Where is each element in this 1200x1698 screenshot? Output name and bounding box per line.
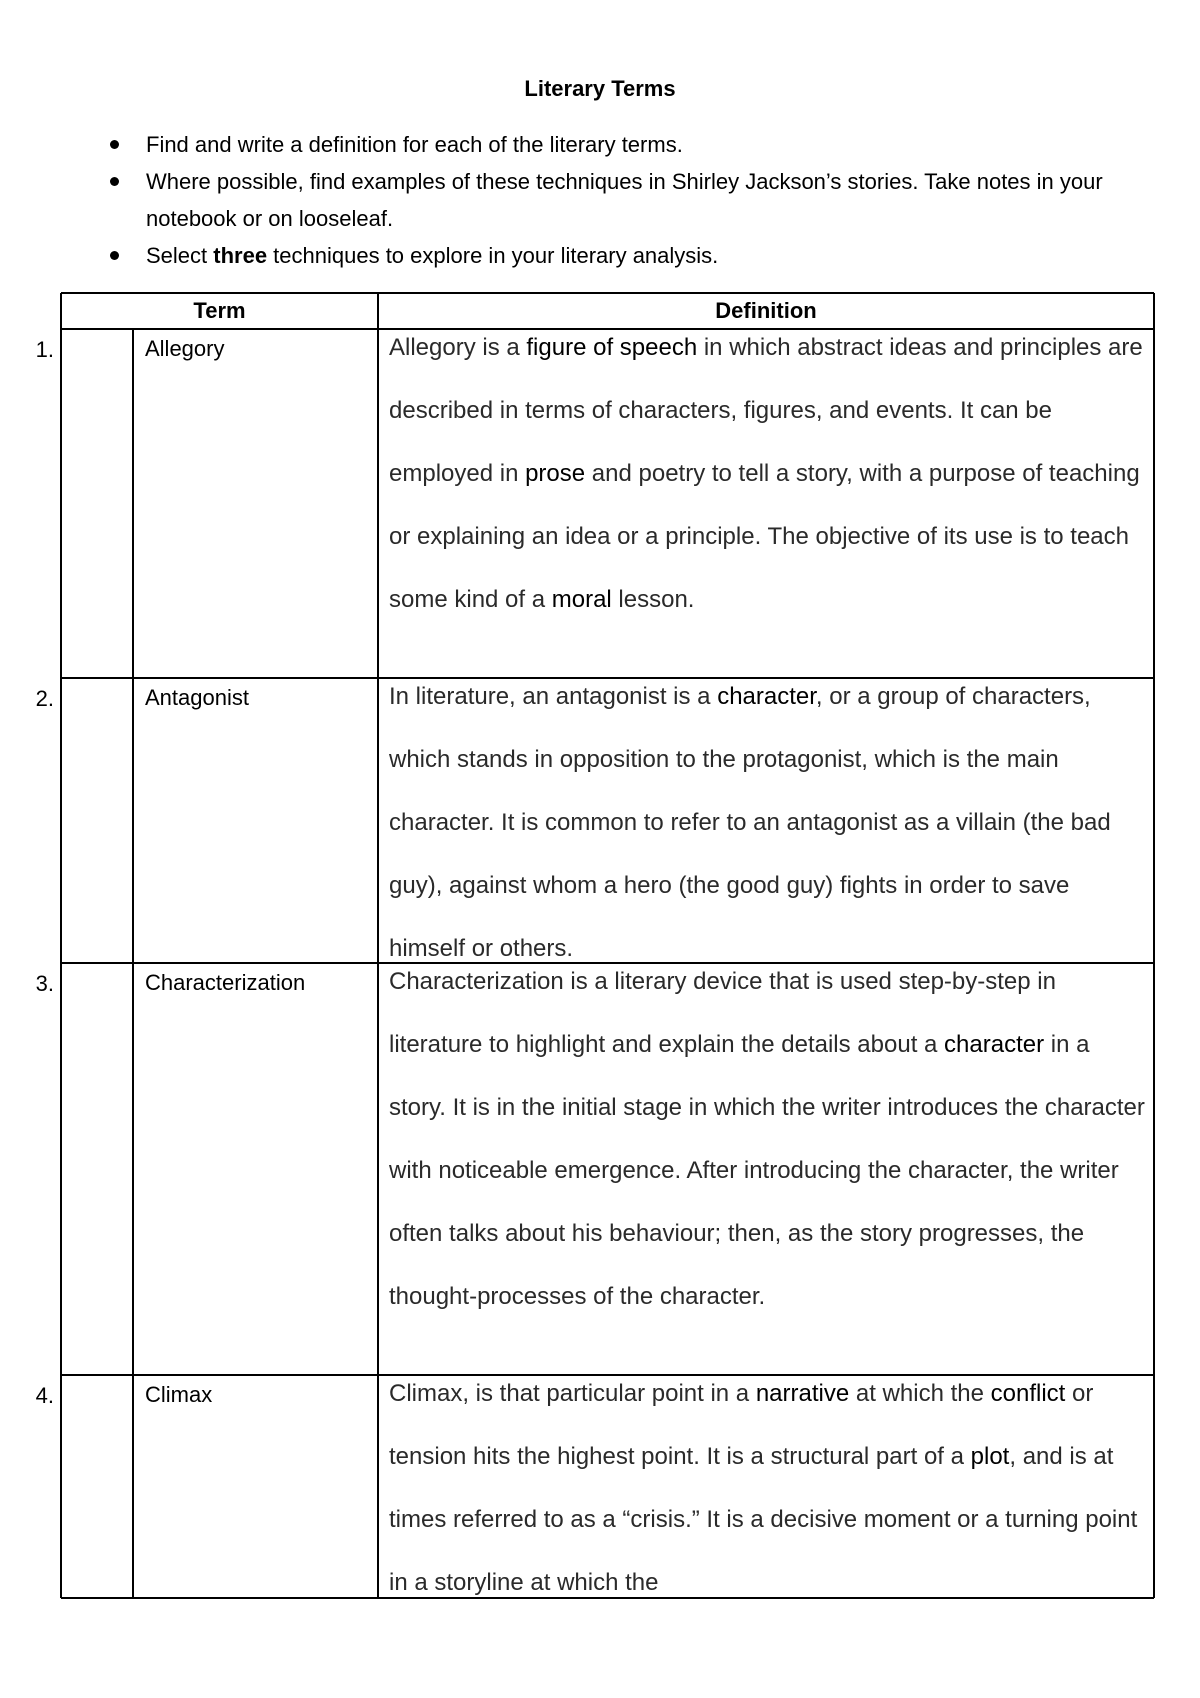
keyword: plot <box>970 1443 1010 1470</box>
term-cell: Characterization <box>145 970 306 995</box>
instruction-text-post: techniques to explore in your literary analysis. <box>267 243 719 268</box>
keyword: figure of speech <box>526 334 698 361</box>
term-cell: Climax <box>145 1382 213 1407</box>
term-column-header: Term <box>193 298 246 323</box>
row-number: 1. <box>35 337 54 362</box>
term-cell: Antagonist <box>145 685 249 710</box>
page-title: Literary Terms <box>524 76 676 101</box>
definition-cell: Climax, is that particular point in a narrative at which the conflict or tension hits the highest point. It is a structural part of a plot, and is at times referred to as a “crisis.” It is a decisive moment or a turning point in a storyline at which the <box>389 1380 1138 1596</box>
definition-column-header: Definition <box>715 298 817 323</box>
definition-cell: Characterization is a literary device that is used step-by-step in literature to highlight and explain the details about a character in a story. It is in the initial stage in which the writer introduces the character with noticeable emergence. After introducing the character, the writer often talks about his behaviour; then, as the story progresses, the thought-processes of the character. <box>389 968 1145 1310</box>
instruction-text: Where possible, find examples of these techniques in Shirley Jackson’s stories. Take notes in your notebook or on looseleaf. <box>146 169 1103 231</box>
term-cell: Allegory <box>145 336 225 361</box>
definition-cell: In literature, an antagonist is a character, or a group of characters, which stands in opposition to the protagonist, which is the main character. It is common to refer to an antagonist as a villain (the bad guy), against whom a hero (the good guy) fights in order to save himself or others. <box>389 683 1111 962</box>
row-number: 4. <box>35 1383 54 1408</box>
row-number: 2. <box>35 686 54 711</box>
keyword: narrative <box>755 1380 850 1407</box>
keyword: character <box>717 683 816 710</box>
row-number: 3. <box>35 971 54 996</box>
instruction-text: Find and write a definition for each of the literary terms. <box>146 132 683 157</box>
keyword: prose <box>525 460 586 487</box>
instruction-text-pre: Select <box>146 243 214 268</box>
keyword: moral <box>551 586 612 613</box>
keyword: character <box>944 1031 1045 1058</box>
keyword: conflict <box>990 1380 1066 1407</box>
definition-cell: Allegory is a figure of speech in which abstract ideas and principles are described in terms of characters, figures, and events. It can be employed in prose and poetry to tell a story, with a purpose of teaching or explaining an idea or a principle. The objective of its use is to teach some kind of a moral lesson. <box>389 334 1143 613</box>
instruction-emphasis: three <box>213 243 268 268</box>
